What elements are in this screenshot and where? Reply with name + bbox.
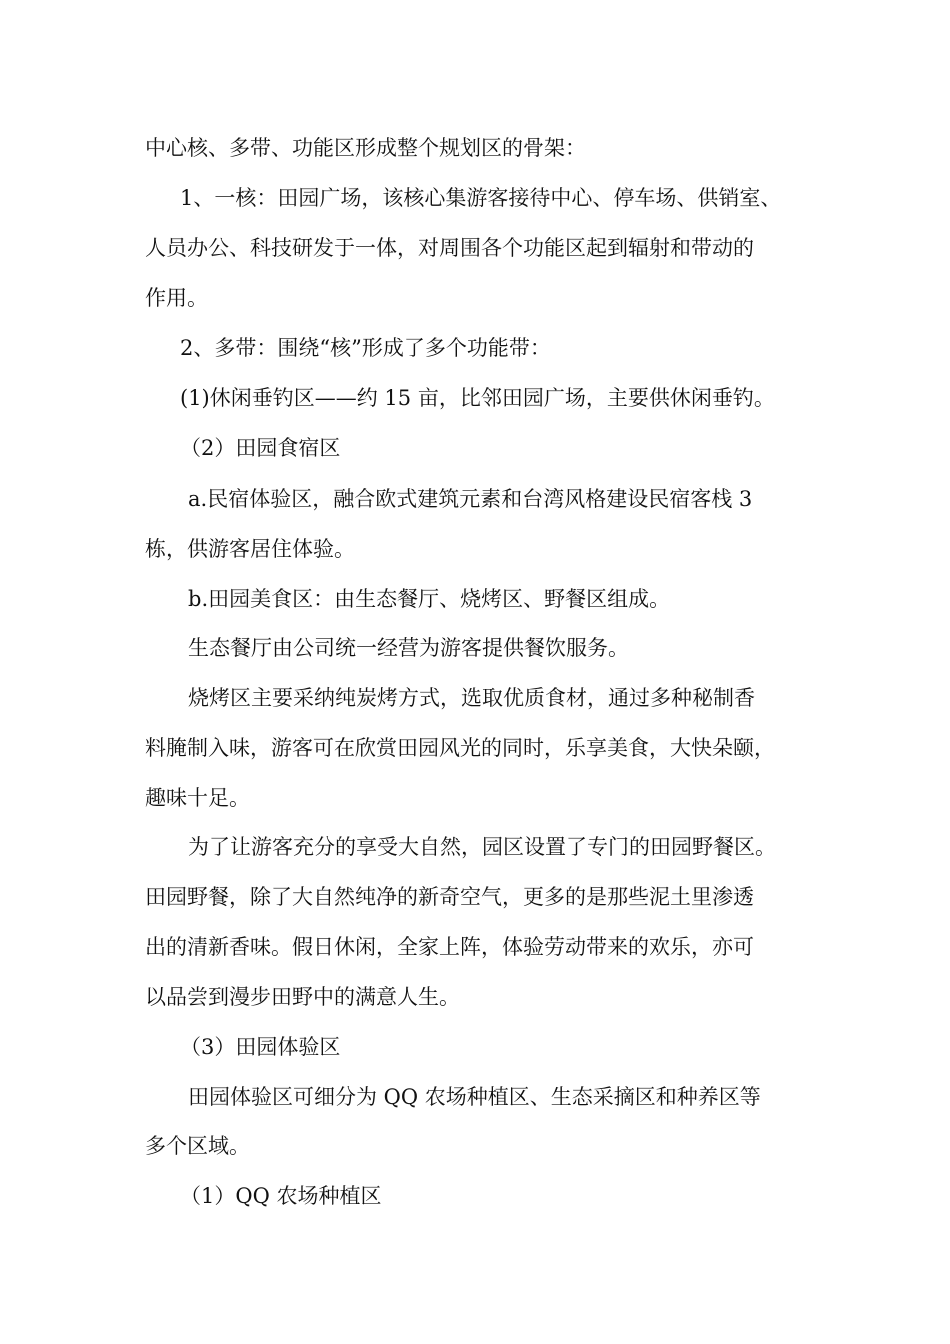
text-line: 作用。 (145, 286, 208, 310)
text-line: 栋，供游客居住体验。 (145, 537, 355, 561)
text-line: （1）QQ 农场种植区 (180, 1184, 382, 1208)
text-line: b.田园美食区：由生态餐厅、烧烤区、野餐区组成。 (188, 587, 671, 611)
text-line: 2、多带：围绕“核”形成了多个功能带： (180, 336, 551, 360)
text-line: 人员办公、科技研发于一体，对周围各个功能区起到辐射和带动的 (145, 236, 754, 260)
text-line: 烧烤区主要采纳纯炭烤方式，选取优质食材，通过多种秘制香 (188, 686, 755, 710)
text-line: (1)休闲垂钓区——约 15 亩，比邻田园广场，主要供休闲垂钓。 (180, 386, 775, 410)
text-line: （2）田园食宿区 (180, 436, 341, 460)
text-line: 中心核、多带、功能区形成整个规划区的骨架： (145, 136, 586, 160)
text-line: 料腌制入味，游客可在欣赏田园风光的同时，乐享美食，大快朵颐， (145, 736, 775, 760)
text-line: 田园野餐，除了大自然纯净的新奇空气，更多的是那些泥土里渗透 (145, 885, 754, 909)
text-line: 生态餐厅由公司统一经营为游客提供餐饮服务。 (188, 636, 629, 660)
text-line: 田园体验区可细分为 QQ 农场种植区、生态采摘区和种养区等 (188, 1085, 761, 1109)
text-line: 多个区域。 (145, 1134, 250, 1158)
text-line: 出的清新香味。假日休闲，全家上阵，体验劳动带来的欢乐，亦可 (145, 935, 754, 959)
text-line: 趣味十足。 (145, 786, 250, 810)
text-line: 以品尝到漫步田野中的满意人生。 (145, 985, 460, 1009)
text-line: 为了让游客充分的享受大自然，园区设置了专门的田园野餐区。 (188, 835, 776, 859)
text-line: （3）田园体验区 (180, 1035, 341, 1059)
text-line: a.民宿体验区，融合欧式建筑元素和台湾风格建设民宿客栈 3 (188, 487, 753, 511)
text-line: 1、一核：田园广场，该核心集游客接待中心、停车场、供销室、 (180, 186, 782, 210)
